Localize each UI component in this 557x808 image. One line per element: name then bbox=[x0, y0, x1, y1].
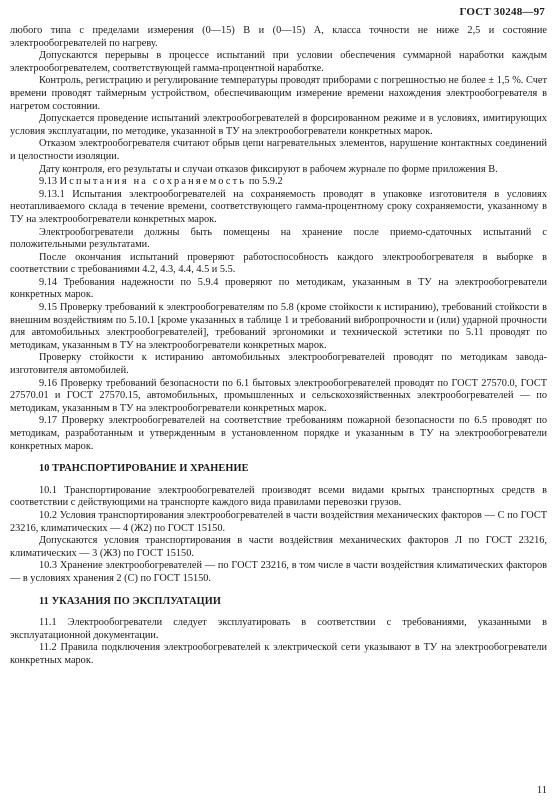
paragraph-continuation: любого типа с пределами измерения (0—15) В и (0—15) А, класса точности не ниже 2,5 и состояние электрообогревателей по нагреву. bbox=[10, 25, 547, 49]
paragraph: 10.1 Транспортирование электрообогревателей производят всеми видами крытых транспортных средств в соответствии с действующими на транспорте каждого вида правилами перевозки грузов. bbox=[10, 484, 547, 509]
clause-9-13 bbox=[10, 176, 547, 189]
paragraph: 9.15 Проверку требований к электрообогревателям по 5.8 (кроме стойкости к истиранию), требований стойкости в внешним воздействиям по 5.10.1 [кроме указанных в таблице 1 и требований вибропрочности и (или) ударной прочности для автомобильных электрообогревателей], требований эргономики и технической эстетики по 5.11 проводят по методикам, указанным в ТУ на электрообогреватели конкретных марок. bbox=[10, 302, 547, 351]
paragraph: 9.16 Проверку требований безопасности по 6.1 бытовых электрообогревателей проводят по ГОСТ 27570.0, ГОСТ 27570.01 и ГОСТ 27570.15, автомобильных, промышленных и сельскохозяйственных электрообогревателей — по методикам, указанным в ТУ на электрообогреватели конкретных марок. bbox=[10, 377, 547, 414]
clause-spaced-title: Испытания на сохраняемость bbox=[59, 176, 247, 188]
paragraph: 9.17 Проверку электрообогревателей на соответствие требованиям пожарной безопасности по 6.5 проводят по методикам, разработанным и утвержденным в установленном порядке и указанным в ТУ на электрообогреватели конкретных марок. bbox=[10, 415, 547, 452]
paragraph: Отказом электрообогревателя считают обрыв цепи нагревательных элементов, нарушение контактных соединений и целостности изоляции. bbox=[10, 138, 547, 162]
clause-tail: по 5.9.2 bbox=[248, 176, 283, 188]
paragraph: 9.14 Требования надежности по 5.9.4 проверяют по методикам, указанным в ТУ на электрообогреватели конкретных марок. bbox=[10, 276, 547, 301]
paragraph: 10.3 Хранение электрообогревателей — по ГОСТ 23216, в том числе в части воздействия климатических факторов — в условиях хранения 2 (С) по ГОСТ 15150. bbox=[10, 560, 547, 584]
paragraph: После окончания испытаний проверяют работоспособность каждого электрообогревателя в выборке в соответствии с требованиями 4.2, 4.3, 4.4, 4.5 и 5.5. bbox=[10, 251, 547, 276]
clause-number: 9.13 bbox=[39, 176, 58, 188]
paragraph: Допускается проведение испытаний электрообогревателей в форсированном режиме и в условиях, имитирующих условия эксплуатации, по методике, указанной в ТУ на электрообогреватели конкретных марок. bbox=[10, 113, 547, 137]
paragraph: 10.2 Условия транспортирования электрообогревателей в части воздействия механических факторов — С по ГОСТ 23216, климатических — 4 (Ж2) по ГОСТ 15150. bbox=[10, 509, 547, 534]
paragraph: Контроль, регистрацию и регулирование температуры проводят приборами с погрешностью не более ± 1,5 %. Счет времени проводят таймерным устройством, обеспечивающим измерение времени нахождения электрообогревателя в нагретом состоянии. bbox=[10, 75, 547, 112]
paragraph: Допускаются перерывы в процессе испытаний при условии обеспечения суммарной наработки каждым электрообогревателем, соответствующей гамма-процентной наработке. bbox=[10, 50, 547, 74]
section-11-heading: 11 УКАЗАНИЯ ПО ЭКСПЛУАТАЦИИ bbox=[39, 595, 221, 607]
paragraph: Электрообогреватели должны быть помещены на хранение после приемо-сдаточных испытаний с положительными результатами. bbox=[10, 226, 547, 251]
paragraph: Допускаются условия транспортирования в части воздействия механических факторов Л по ГОСТ 23216, климатических — 3 (ЖЗ) по ГОСТ 15150. bbox=[10, 535, 547, 559]
paragraph: 9.13.1 Испытания электрообогревателей на сохраняемость проводят в упаковке изготовителя в условиях неотапливаемого склада в течение времени, соответствующего гамма-процентному сроку сохраняемости, указанному в ТУ на электрообогреватели конкретных марок. bbox=[10, 188, 547, 225]
paragraph: 11.1 Электрообогреватели следует эксплуатировать в соответствии с требованиями, указанными в эксплуатационной документации. bbox=[10, 617, 547, 641]
paragraph: Дату контроля, его результаты и случаи отказов фиксируют в рабочем журнале по форме приложения В. bbox=[39, 163, 498, 175]
document-body bbox=[10, 25, 547, 668]
section-10-heading: 10 ТРАНСПОРТИРОВАНИЕ И ХРАНЕНИЕ bbox=[39, 463, 249, 475]
paragraph: 11.2 Правила подключения электрообогревателей к электрической сети указывают в ТУ на электрообогреватели конкретных марок. bbox=[10, 642, 547, 666]
paragraph: Проверку стойкости к истиранию автомобильных электрообогревателей проводят по методикам завода-изготовителя автомобилей. bbox=[10, 352, 547, 377]
standard-header: ГОСТ 30248—97 bbox=[459, 6, 545, 18]
page-number: 11 bbox=[536, 785, 547, 797]
